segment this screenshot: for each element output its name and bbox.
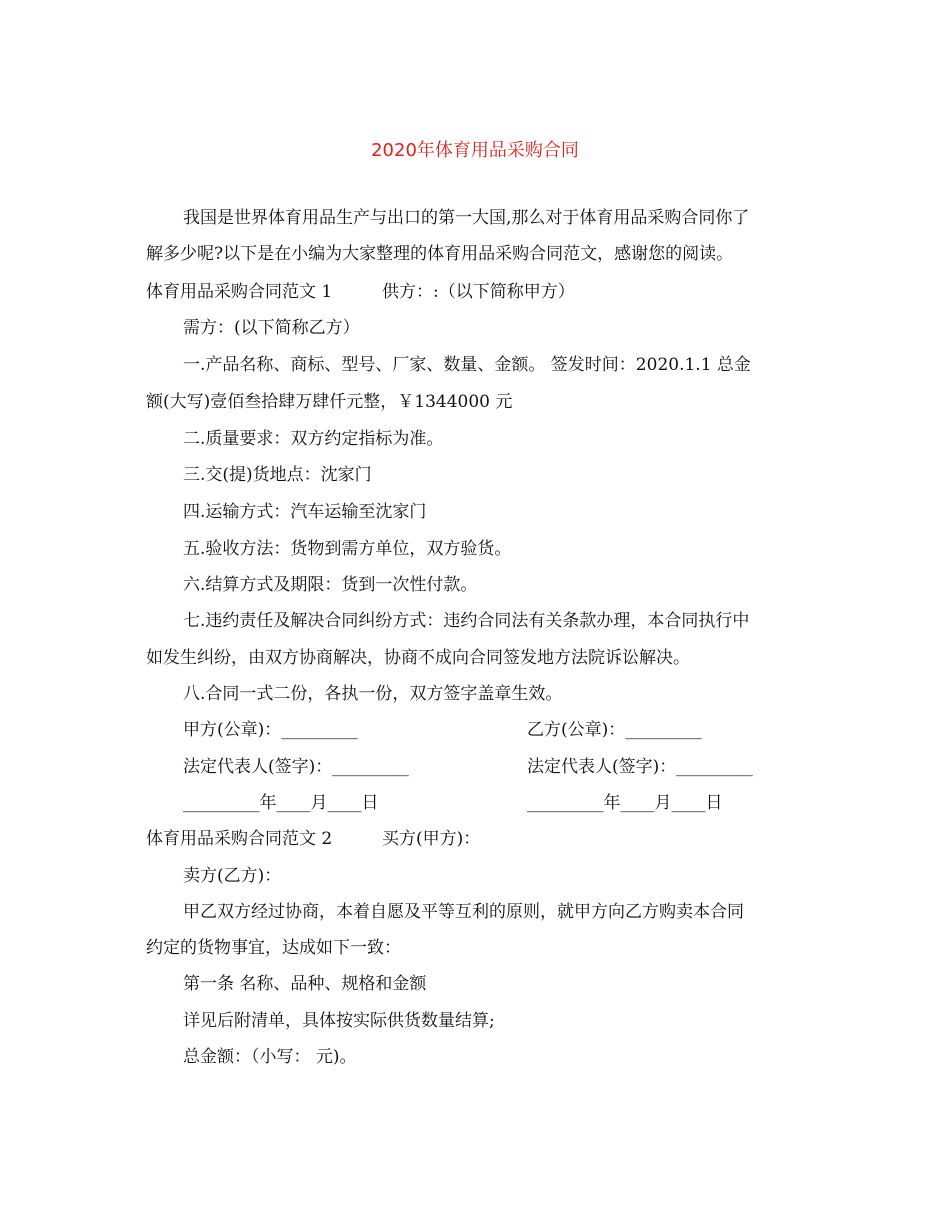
clause-6: 六.结算方式及期限：货到一次性付款。 [183, 575, 478, 595]
sample2-paragraph-line-2: 约定的货物事宜，达成如下一致： [146, 938, 401, 958]
intro-line-1: 我国是世界体育用品生产与出口的第一大国,那么对于体育用品采购合同你了 [183, 208, 750, 228]
sample2-paragraph-line-1: 甲乙双方经过协商，本着自愿及平等互利的原则，就甲方向乙方购卖本合同 [183, 902, 744, 922]
party-b-date: _________年____月____日 [527, 793, 723, 813]
document-title: 2020年体育用品采购合同 [371, 140, 579, 161]
seller-label: 卖方(乙方)： [183, 866, 282, 886]
details-line: 详见后附清单，具体按实际供货数量结算; [183, 1011, 495, 1031]
clause-2: 二.质量要求：双方约定指标为准。 [183, 429, 444, 449]
intro-line-2: 解多少呢?以下是在小编为大家整理的体育用品采购合同范文，感谢您的阅读。 [146, 244, 734, 264]
demander-label: 需方：(以下简称乙方） [183, 318, 360, 338]
party-b-seal: 乙方(公章)：_________ [527, 720, 702, 740]
party-a-seal: 甲方(公章)：_________ [183, 720, 358, 740]
sample1-heading: 体育用品采购合同范文 1 [146, 282, 333, 302]
clause-4: 四.运输方式：汽车运输至沈家门 [183, 502, 427, 522]
party-a-date: _________年____月____日 [183, 793, 379, 813]
clause-3: 三.交(提)货地点：沈家门 [183, 465, 372, 485]
party-b-representative: 法定代表人(签字)：_________ [527, 757, 753, 777]
sample2-heading: 体育用品采购合同范文 2 [146, 829, 333, 849]
total-amount-line: 总金额：（小写： 元)。 [183, 1047, 357, 1067]
clause-8: 八.合同一式二份，各执一份，双方签字盖章生效。 [183, 684, 563, 704]
buyer-label: 买方(甲方)： [382, 829, 481, 849]
clause-5: 五.验收方法：货物到需方单位，双方验货。 [183, 539, 512, 559]
clause-1-line-1: 一.产品名称、商标、型号、厂家、数量、金额。 签发时间：2020.1.1 总金 [183, 355, 751, 375]
clause-7-line-1: 七.违约责任及解决合同纠纷方式：违约合同法有关条款办理，本合同执行中 [183, 611, 750, 631]
clause-1-line-2: 额(大写)壹佰叁拾肆万肆仟元整，￥1344000 元 [146, 392, 513, 412]
party-a-representative: 法定代表人(签字)：_________ [183, 757, 409, 777]
supplier-label: 供方：:（以下简称甲方） [382, 282, 575, 302]
article-1-heading: 第一条 名称、品种、规格和金额 [183, 974, 427, 994]
clause-7-line-2: 如发生纠纷，由双方协商解决，协商不成向合同签发地方法院诉讼解决。 [146, 648, 690, 668]
